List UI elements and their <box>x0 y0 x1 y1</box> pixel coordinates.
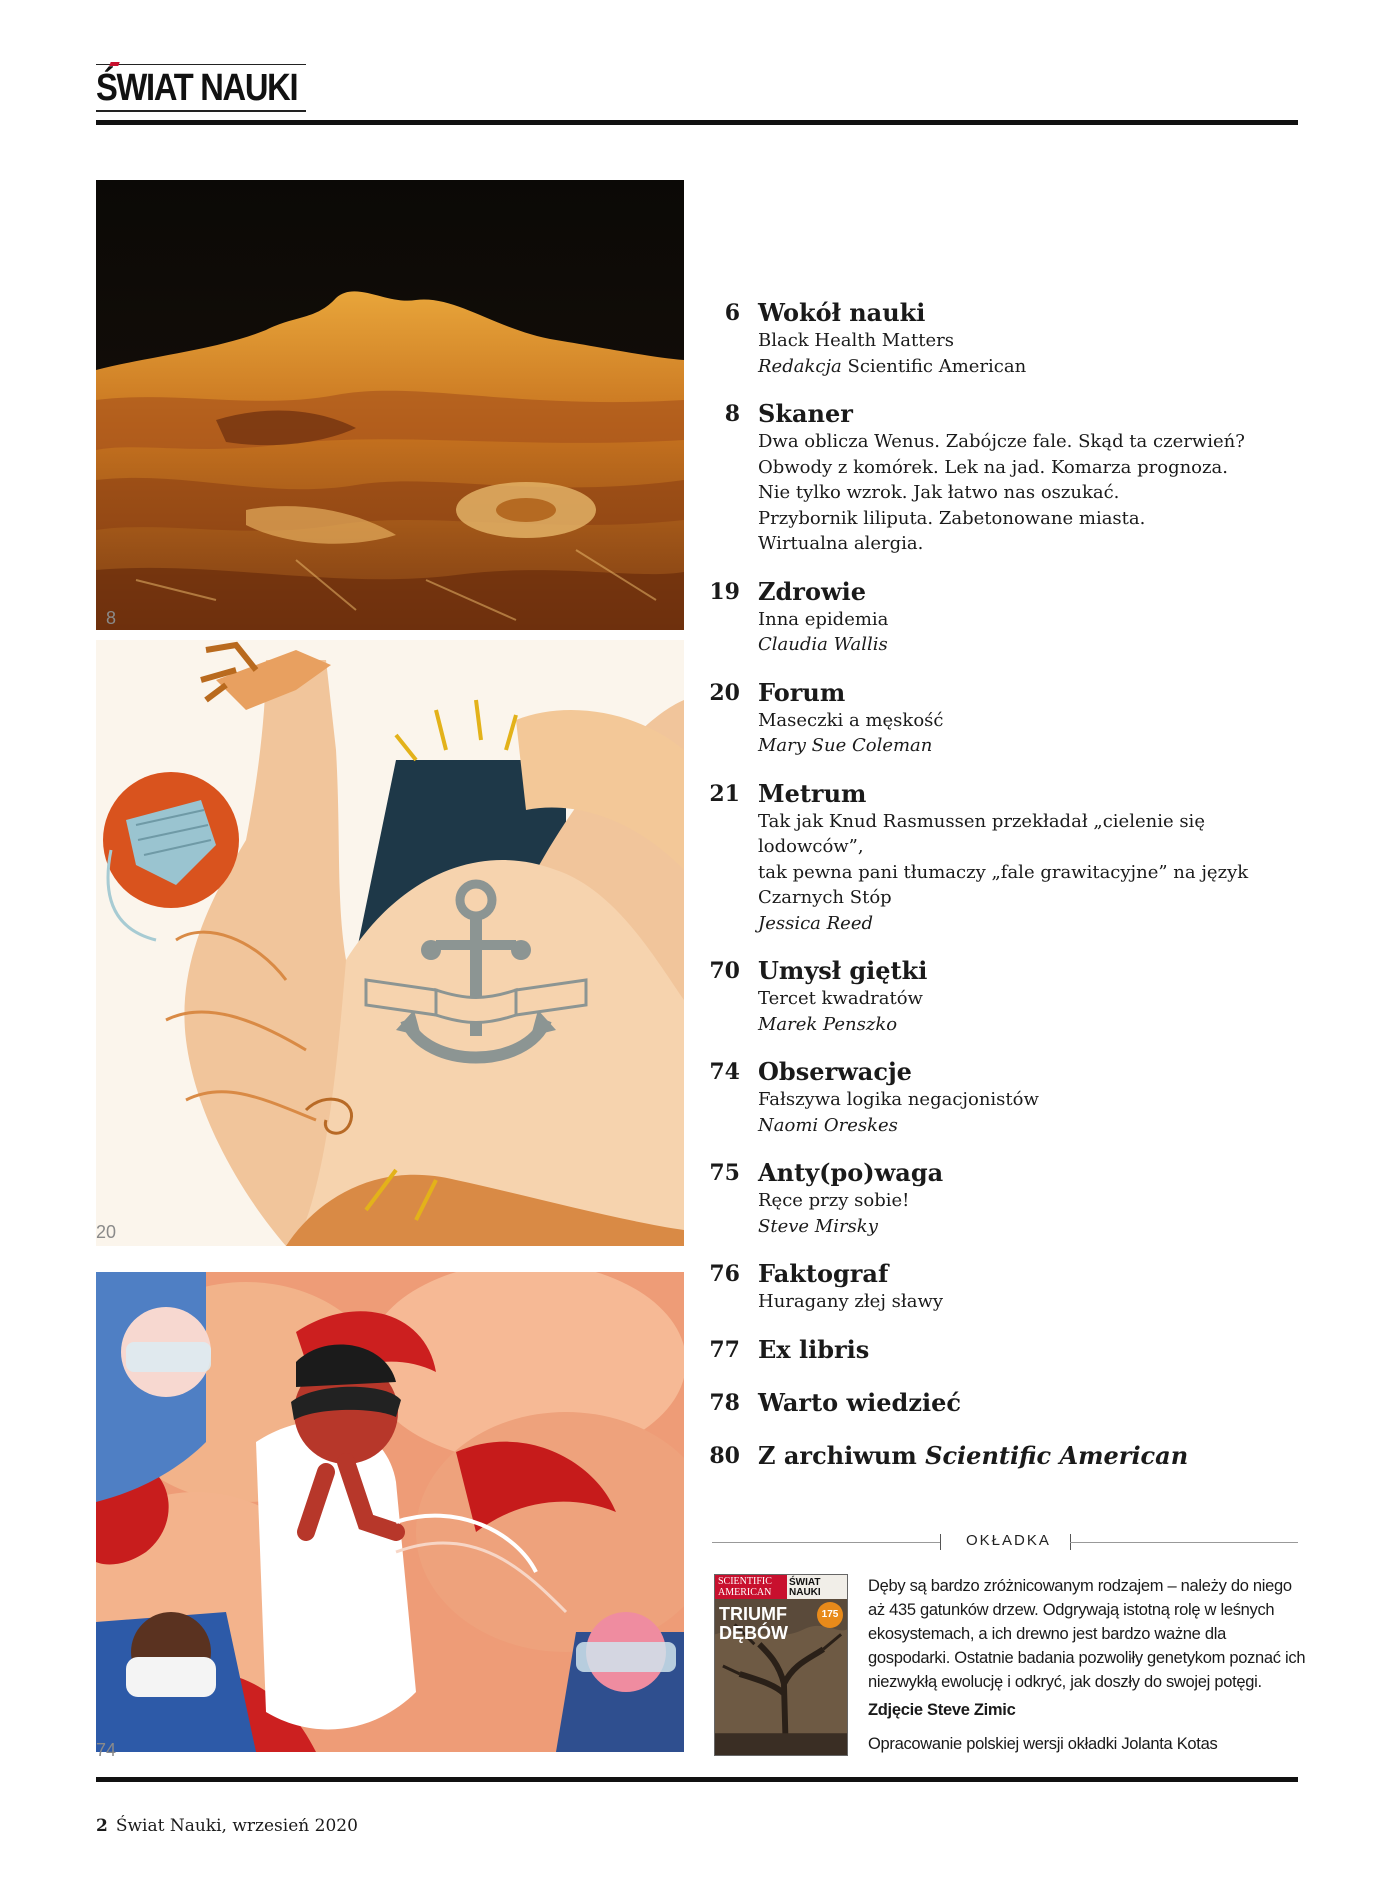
toc-entry[interactable] <box>706 1441 1306 1471</box>
toc-entry[interactable] <box>706 779 1306 937</box>
toc-author: Marek Penszko <box>758 1013 898 1035</box>
cover-headline: TRIUMF DĘBÓW <box>719 1604 788 1643</box>
toc-page-number: 74 <box>709 1059 740 1085</box>
toc-description: Czarnych Stóp <box>758 887 892 908</box>
toc-page-number: 20 <box>709 679 740 706</box>
toc-entry[interactable] <box>706 1259 1306 1315</box>
toc-description: Ręce przy sobie! <box>758 1190 910 1211</box>
toc-title: Skaner <box>758 399 853 428</box>
toc-page-number: 70 <box>709 958 740 984</box>
toc-author: Mary Sue Coleman <box>758 735 933 756</box>
cover-label-tick-left <box>940 1534 941 1550</box>
masthead-logo <box>96 62 306 112</box>
toc-title: Wokół nauki <box>758 298 926 327</box>
toc-page-number: 6 <box>724 300 740 326</box>
cover-section-header: OKŁADKA <box>712 1532 1298 1552</box>
toc-title: Forum <box>758 677 846 707</box>
toc-description: Wirtualna alergia. <box>758 533 924 554</box>
cover-label-line-right <box>1070 1542 1298 1543</box>
observations-illustration <box>96 1272 684 1752</box>
table-of-contents <box>706 298 1306 1471</box>
cover-design-credit: Opracowanie polskiej wersji okładki Jolanta Kotas <box>868 1735 1218 1753</box>
toc-page-number: 8 <box>724 401 740 427</box>
toc-page-number: 75 <box>709 1160 740 1186</box>
toc-description: Obwody z komórek. Lek na jad. Komarza prognoza. <box>758 456 1228 478</box>
cover-sn-logo: ŚWIAT NAUKI <box>787 1575 847 1599</box>
cover-description-block <box>868 1574 1308 1756</box>
toc-description: Przybornik liliputa. Zabetonowane miasta. <box>758 507 1146 529</box>
toc-description: Inna epidemia <box>758 608 889 630</box>
footer-page-number: 2 <box>96 1816 108 1836</box>
cover-photo-credit: Zdjęcie Steve Zimic <box>868 1701 1016 1719</box>
toc-description: Maseczki a męskość <box>758 709 944 731</box>
toc-title: Metrum <box>758 778 867 808</box>
page-ref-observations: 74 <box>96 1740 117 1760</box>
cover-description: Dęby są bardzo zróżnicowanym rodzajem – należy do niego aż 435 gatunków drzew. Odgrywają istotną rolę w leśnych ekosystemach, a ich drewno jest bardzo ważne dla gospodarki. Ostatnie badania pozwoliły genetykom poznać ich niezwykłą ewolucję i odkryć, jak doszły do swojej potęgi. <box>868 1577 1306 1691</box>
toc-description: Fałszywa logika negacjonistów <box>758 1089 1039 1110</box>
masthead-top-line <box>96 64 306 65</box>
toc-description: Nie tylko wzrok. Jak łatwo nas oszukać. <box>758 482 1120 503</box>
toc-author: Steve Mirsky <box>758 1215 878 1237</box>
toc-title: Faktograf <box>758 1259 889 1288</box>
forum-illustration <box>96 640 684 1246</box>
cover-label-line-left <box>712 1542 940 1543</box>
toc-author: Redakcja Scientific American <box>758 355 1027 377</box>
toc-entry[interactable] <box>706 1388 1306 1418</box>
footer-rule <box>96 1777 1298 1782</box>
toc-description: tak pewna pani tłumaczy „fale grawitacyjne” na język <box>758 861 1249 883</box>
toc-page-number: 76 <box>709 1261 740 1287</box>
toc-description: Tak jak Knud Rasmussen przekładał „cielenie się lodowców”, <box>758 810 1205 857</box>
footer-issue: Świat Nauki, wrzesień 2020 <box>115 1816 358 1836</box>
toc-page-number: 77 <box>709 1336 740 1363</box>
page-ref-forum: 20 <box>96 1222 117 1242</box>
toc-page-number: 19 <box>709 578 740 605</box>
header-rule <box>96 120 1298 125</box>
toc-title: Obserwacje <box>758 1057 912 1086</box>
toc-author: Claudia Wallis <box>758 634 888 655</box>
page-ref-venus: 8 <box>106 608 117 628</box>
toc-author: Jessica Reed <box>758 912 874 934</box>
toc-entry[interactable] <box>706 956 1306 1037</box>
toc-entry[interactable] <box>706 1335 1306 1365</box>
toc-title: Z archiwum Scientific American <box>758 1440 1189 1470</box>
toc-description: Dwa oblicza Wenus. Zabójcze fale. Skąd ta czerwień? <box>758 431 1245 452</box>
cover-sa-logo: SCIENTIFIC AMERICAN <box>715 1575 787 1599</box>
toc-description: Tercet kwadratów <box>758 988 923 1009</box>
venus-surface-image <box>96 180 684 630</box>
toc-page-number: 78 <box>709 1389 740 1416</box>
toc-title: Anty(po)waga <box>758 1158 944 1187</box>
toc-page-number: 21 <box>709 780 740 807</box>
masthead-logo-text: ŚWIAT NAUKI <box>96 67 298 109</box>
toc-entry[interactable] <box>706 298 1306 379</box>
toc-title: Umysł giętki <box>758 956 928 985</box>
toc-title: Zdrowie <box>758 576 866 606</box>
toc-author: Naomi Oreskes <box>758 1114 898 1136</box>
toc-entry[interactable] <box>706 1158 1306 1239</box>
cover-badge: 175 <box>817 1602 843 1628</box>
toc-entry[interactable] <box>706 678 1306 759</box>
toc-page-number: 80 <box>709 1442 740 1469</box>
toc-description: Black Health Matters <box>758 330 954 351</box>
toc-title: Warto wiedzieć <box>758 1387 961 1417</box>
toc-entry[interactable] <box>706 577 1306 658</box>
toc-description: Huragany złej sławy <box>758 1291 944 1312</box>
masthead-accent-mark <box>109 62 119 66</box>
toc-entry[interactable] <box>706 1057 1306 1138</box>
cover-thumbnail[interactable] <box>714 1574 848 1756</box>
masthead-bottom-line <box>96 110 306 112</box>
toc-entry[interactable] <box>706 399 1306 557</box>
toc-title: Ex libris <box>758 1334 870 1364</box>
page-footer <box>96 1816 358 1836</box>
